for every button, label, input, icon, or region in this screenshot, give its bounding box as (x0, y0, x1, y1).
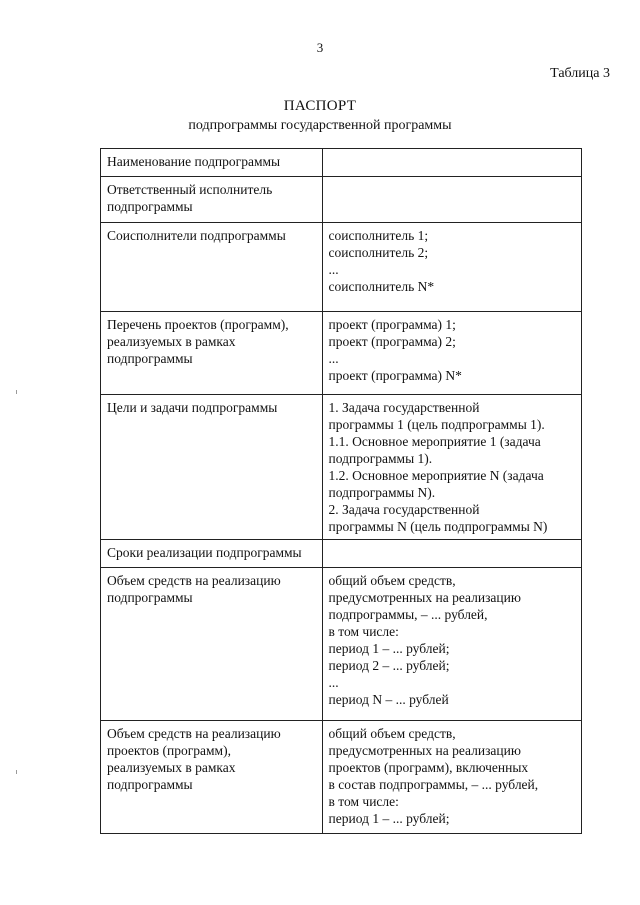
row-value-line: в состав подпрограммы, – ... рублей, (328, 777, 539, 792)
row-label-line: подпрограммы (107, 777, 193, 792)
row-value-line: подпрограммы N). (328, 485, 436, 500)
row-label-cell (101, 395, 323, 540)
row-label-cell (101, 568, 323, 721)
row-value-line: проект (программа) 2; (328, 334, 456, 349)
table-row-goals (101, 395, 582, 540)
table-row-name (101, 149, 582, 177)
row-value-line: период N – ... рублей (328, 692, 449, 707)
row-value-line: предусмотренных на реализацию (328, 743, 521, 758)
passport-table (100, 148, 582, 834)
row-label-cell (101, 223, 323, 312)
row-value-line: ... (328, 675, 339, 690)
row-value-line: период 2 – ... рублей; (328, 658, 450, 673)
row-value-line: проектов (программ), включенных (328, 760, 529, 775)
row-value-line: соисполнитель 2; (328, 245, 429, 260)
row-label-cell (101, 312, 323, 395)
row-value-line: подпрограммы, – ... рублей, (328, 607, 488, 622)
row-value-line: ... (328, 262, 339, 277)
row-value-line: 1. Задача государственной (328, 400, 480, 415)
row-label-line: Объем средств на реализацию (107, 573, 281, 588)
row-label-line: подпрограммы (107, 199, 193, 214)
row-label-cell (101, 149, 323, 177)
row-value-line: предусмотренных на реализацию (328, 590, 521, 605)
table-row-funding (101, 568, 582, 721)
table-row-project-funding (101, 721, 582, 834)
row-label-cell (101, 177, 323, 223)
row-value-cell (322, 177, 581, 223)
document-title: ПАСПОРТ (283, 98, 357, 114)
row-label-line: проектов (программ), (107, 743, 231, 758)
row-value-line: в том числе: (328, 794, 399, 809)
row-value-cell (322, 395, 581, 540)
row-value-line: в том числе: (328, 624, 399, 639)
row-value-cell (322, 540, 581, 568)
row-label-line: Соисполнители подпрограммы (107, 228, 286, 243)
document-subtitle: подпрограммы государственной программы (188, 118, 452, 133)
row-value-line: 1.1. Основное мероприятие 1 (задача (328, 434, 541, 449)
row-value-line: проект (программа) 1; (328, 317, 456, 332)
table-row-terms (101, 540, 582, 568)
row-label-line: Объем средств на реализацию (107, 726, 281, 741)
row-label-line: подпрограммы (107, 351, 193, 366)
row-value-line: соисполнитель 1; (328, 228, 429, 243)
row-value-cell (322, 721, 581, 834)
scan-speck (16, 390, 17, 394)
row-label-line: Цели и задачи подпрограммы (107, 400, 278, 415)
page-number: 3 (316, 40, 324, 55)
row-label-line: реализуемых в рамках (107, 760, 236, 775)
row-label-line: реализуемых в рамках (107, 334, 236, 349)
row-value-line: период 1 – ... рублей; (328, 641, 450, 656)
row-value-cell (322, 223, 581, 312)
row-label-line: Перечень проектов (программ), (107, 317, 289, 332)
row-value-line: соисполнитель N* (328, 279, 435, 294)
row-value-line: ... (328, 351, 339, 366)
table-row-responsible (101, 177, 582, 223)
row-value-line: период 1 – ... рублей; (328, 811, 450, 826)
row-value-line: 1.2. Основное мероприятие N (задача (328, 468, 544, 483)
row-value-cell (322, 568, 581, 721)
table-label: Таблица 3 (550, 66, 610, 81)
row-label-line: Наименование подпрограммы (107, 154, 281, 169)
row-value-line: программы 1 (цель подпрограммы 1). (328, 417, 545, 432)
row-label-line: Ответственный исполнитель (107, 182, 273, 197)
scan-speck (16, 770, 17, 774)
table-row-projects (101, 312, 582, 395)
row-value-line: 2. Задача государственной (328, 502, 480, 517)
row-value-line: проект (программа) N* (328, 368, 462, 383)
row-value-cell (322, 312, 581, 395)
row-value-line: подпрограммы 1). (328, 451, 433, 466)
row-value-line: программы N (цель подпрограммы N) (328, 519, 548, 534)
row-value-line: общий объем средств, (328, 726, 456, 741)
row-label-line: Сроки реализации подпрограммы (107, 545, 302, 560)
table-row-coexecutors (101, 223, 582, 312)
row-value-line: общий объем средств, (328, 573, 456, 588)
row-value-cell (322, 149, 581, 177)
row-label-cell (101, 721, 323, 834)
row-label-line: подпрограммы (107, 590, 193, 605)
row-label-cell (101, 540, 323, 568)
